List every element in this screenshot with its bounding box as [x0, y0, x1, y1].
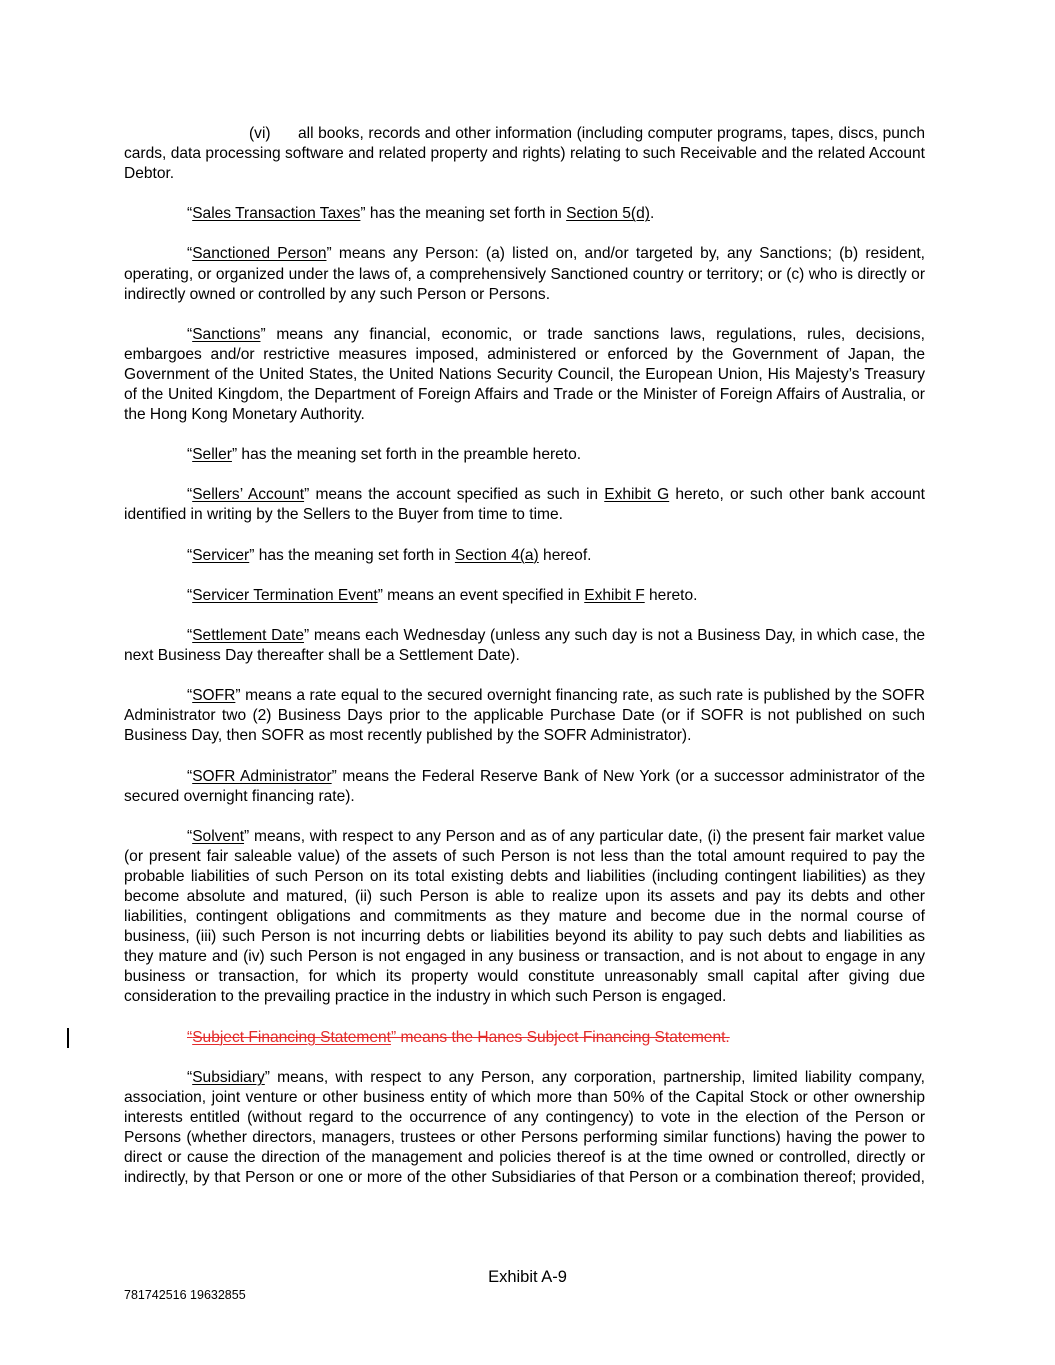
- open-quote: “: [187, 325, 193, 343]
- change-bar: [67, 1028, 69, 1048]
- definition-sofr: [124, 686, 925, 746]
- defined-term-subsidiary: Subsidiary: [192, 1068, 265, 1086]
- definition-servicer-termination-event: [124, 586, 925, 606]
- open-quote: “: [187, 446, 193, 464]
- definition-text: ” means any financial, economic, or trade sanctions laws, regulations, rules, decisions, embargoes and/or restrictive measures imposed, administered or enforced by the Government of Japan, the Government of the United States, the United Nations Security Council, the European Union, His Majesty’s Treasury of the United Kingdom, the Department of Foreign Affairs and Trade or the Minister of Foreign Affairs of Australia, or the Hong Kong Monetary Authority.: [124, 325, 925, 424]
- deleted-definition-subject-financing-statement: [124, 1028, 925, 1048]
- open-quote: “: [187, 546, 193, 564]
- cross-reference-section-4a: Section 4(a): [454, 546, 539, 564]
- definition-text: hereto.: [644, 586, 698, 604]
- definition-text: hereof.: [538, 546, 592, 564]
- document-id: 781742516 19632855: [124, 1288, 246, 1302]
- definition-text: ” has the meaning set forth in: [249, 546, 455, 564]
- definition-sanctioned-person: [124, 244, 925, 304]
- definition-seller: [124, 445, 925, 465]
- clause-vi: [124, 124, 925, 184]
- definition-sellers-account: [124, 485, 925, 525]
- defined-term-settlement-date: Settlement Date: [192, 626, 305, 644]
- open-quote: “: [187, 1028, 193, 1046]
- definition-text: ” means each Wednesday (unless any such day is not a Business Day, in which case, the next Business Day thereafter shall be a Settlement Date).: [124, 626, 926, 665]
- defined-term-sanctioned-person: Sanctioned Person: [192, 245, 327, 263]
- page-footer-label: Exhibit A-9: [488, 1268, 567, 1286]
- definition-text: ” means the Hanes Subject Financing Statement.: [390, 1028, 730, 1046]
- defined-term-seller: Seller: [192, 446, 232, 464]
- definition-sofr-administrator: [124, 767, 925, 807]
- cross-reference-exhibit-g: Exhibit G: [604, 486, 670, 504]
- open-quote: “: [187, 626, 193, 644]
- open-quote: “: [187, 1068, 193, 1086]
- definition-text: ” means the Federal Reserve Bank of New York (or a successor administrator of the secured overnight financing rate).: [124, 767, 926, 805]
- definition-text: .: [649, 205, 655, 223]
- open-quote: “: [187, 827, 193, 845]
- defined-term-servicer: Servicer: [192, 546, 250, 564]
- open-quote: “: [187, 586, 193, 604]
- definition-servicer: [124, 546, 925, 566]
- definition-sanctions: [124, 325, 925, 425]
- open-quote: “: [187, 687, 193, 705]
- definition-sales-transaction-taxes: [124, 204, 925, 224]
- open-quote: “: [187, 205, 193, 223]
- defined-term-subject-financing-statement: Subject Financing Statement: [192, 1028, 391, 1046]
- defined-term-servicer-termination-event: Servicer Termination Event: [192, 586, 378, 604]
- defined-term-sofr: SOFR: [192, 687, 236, 705]
- definition-solvent: [124, 827, 925, 1008]
- definition-text: ” means a rate equal to the secured overnight financing rate, as such rate is published by the SOFR Administrator two (2) Business Days prior to the applicable Purchase Date (or if SOFR is not published on such Business Day, then SOFR as most recently published by the SOFR Administrator).: [124, 687, 925, 745]
- definition-text: ” means an event specified in: [377, 586, 585, 604]
- definition-text: ” means any Person: (a) listed on, and/or targeted by, any Sanctions; (b) resident, operating, or organized under the laws of, a comprehensively Sanctioned country or territory; or (c) who is directly or indirectly owned or controlled by any such Person or Persons.: [124, 245, 925, 303]
- defined-term-sofr-administrator: SOFR Administrator: [192, 767, 332, 785]
- defined-term-sales-transaction-taxes: Sales Transaction Taxes: [192, 205, 361, 223]
- definition-text: ” means, with respect to any Person, any corporation, partnership, limited liability company, association, joint venture or other business entity of which more than 50% of the Capital Stock or other ownership interests entitled (without regard to the occurrence of any contingency) to vote in the election of the Person or Persons (whether directors, managers, trustees or other Persons performing similar functions) having the power to direct or cause the direction of the management and policies thereof is at the time owned or controlled, directly or indirectly, by that Person or one or more of the other Subsidiaries of that Person or a combination thereof; provided,: [124, 1068, 925, 1187]
- definition-settlement-date: [124, 626, 925, 666]
- clause-vi-text: all books, records and other information (including computer programs, tapes, discs, punch cards, data processing software and related property and rights) relating to such Receivable and the related Account Debtor.: [124, 125, 925, 183]
- open-quote: “: [187, 245, 193, 263]
- document-body: [124, 124, 925, 1208]
- definition-text: ” means the account specified as such in: [304, 486, 605, 504]
- definition-text: ” has the meaning set forth in the preamble hereto.: [231, 446, 582, 464]
- definition-text: ” means, with respect to any Person and as of any particular date, (i) the present fair market value (or present fair saleable value) of the assets of such Person is not less than the total amount required to pay the probable liabilities of such Person on its total existing debts and liabilities (including contingent liabilities) as they become absolute and matured, (ii) such Person is able to realize upon its assets and pay its debts and other liabilities, contingent obligations and commitments as they mature and become due in the normal course of business, (iii) such Person is not incurring debts or liabilities beyond its ability to pay such debts and liabilities as they mature and (iv) such Person is not engaged in any business or transaction, and is not about to engage in any business or transaction, for which its property would constitute unreasonably small capital after giving due consideration to the prevailing practice in the industry in which such Person is engaged.: [124, 827, 925, 1006]
- cross-reference-section-5d: Section 5(d): [566, 205, 650, 223]
- definition-text: ” has the meaning set forth in: [360, 205, 567, 223]
- defined-term-sanctions: Sanctions: [192, 325, 261, 343]
- definition-text: hereto, or such other bank account identified in writing by the Sellers to the Buyer from time to time.: [124, 486, 925, 524]
- open-quote: “: [187, 486, 193, 504]
- definition-subsidiary: [124, 1068, 925, 1188]
- cross-reference-exhibit-f: Exhibit F: [584, 586, 645, 604]
- clause-vi-label: (vi): [249, 125, 271, 142]
- defined-term-sellers-account: Sellers’ Account: [192, 486, 305, 504]
- defined-term-solvent: Solvent: [192, 827, 245, 845]
- open-quote: “: [187, 767, 193, 785]
